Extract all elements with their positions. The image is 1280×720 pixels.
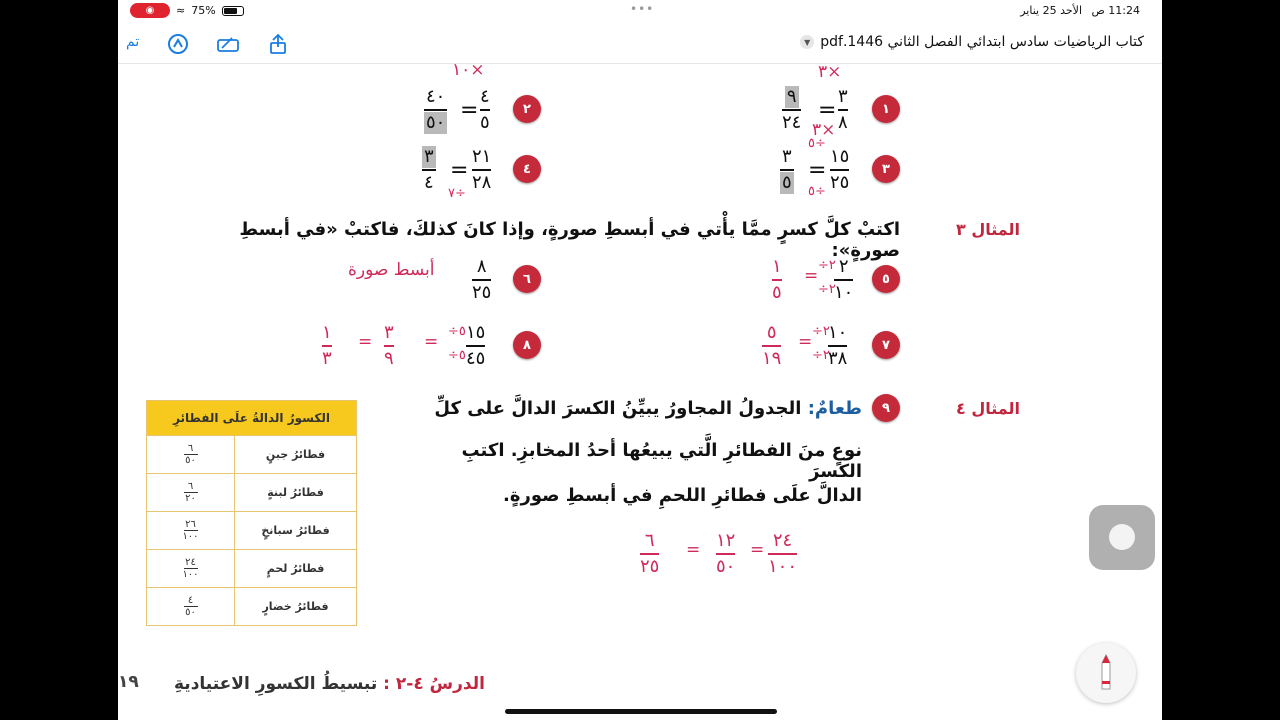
handwritten-equals: = — [358, 332, 373, 352]
assistive-touch-button[interactable] — [1089, 505, 1155, 570]
table-row — [147, 587, 356, 625]
chevron-down-icon[interactable]: ▼ — [800, 35, 814, 49]
table-row — [147, 473, 356, 511]
table-fraction: ٦ ٢٠ — [185, 481, 196, 504]
handwritten-note: ÷٢ — [818, 258, 836, 273]
handwritten-fraction: ١ ٣ — [322, 322, 332, 369]
pdf-page[interactable] — [118, 60, 1162, 720]
pastry-name: فطائرُ سبانخٍ — [234, 512, 356, 549]
handwritten-equals: = — [686, 540, 701, 560]
fraction: ٢ ١٠ — [834, 256, 854, 303]
markup-icon[interactable] — [166, 32, 190, 56]
table-fraction: ٢٦ ١٠٠ — [182, 519, 199, 542]
handwritten-note: ٥÷ — [808, 136, 826, 151]
handwritten-fraction: ٥ ١٩ — [762, 322, 782, 369]
handwritten-fraction: ١ ٥ — [772, 256, 782, 303]
page-footer — [174, 674, 485, 694]
handwritten-note: ÷٥ — [448, 324, 466, 339]
exercise-number: ٣ — [872, 155, 900, 183]
exercise-number: ٩ — [872, 394, 900, 422]
fraction: ١٥ ٢٥ — [830, 146, 850, 193]
fraction: ١٠ ٣٨ — [828, 322, 848, 369]
handwritten-note: ١٠× — [452, 60, 485, 80]
problem-line-1-text: الجدولُ المجاورُ يبيِّنُ الكسرَ الدالَّ على كلِّ — [434, 398, 802, 419]
toolbar — [118, 24, 1162, 64]
lesson-number: الدرسُ ٤-٢ : — [383, 674, 485, 694]
pencil-icon — [1098, 653, 1114, 693]
exercise-number: ٢ — [513, 95, 541, 123]
pastry-name: فطائرُ لحمٍ — [234, 550, 356, 587]
handwritten-equals: = — [798, 332, 813, 352]
battery-percent: 75% — [191, 4, 216, 17]
fraction: ١٥ ٤٥ — [466, 322, 486, 369]
document-title-text: كتاب الرياضيات سادس ابتدائي الفصل الثاني 1446.pdf — [820, 34, 1144, 50]
fraction: ٩ ٢٤ — [782, 86, 802, 133]
exercise-number: ٧ — [872, 331, 900, 359]
fraction: ٣ ٥ — [782, 146, 792, 193]
handwritten-fraction: ١٢ ٥٠ — [716, 530, 736, 577]
share-icon[interactable] — [266, 32, 290, 56]
table-fraction: ٢٤ ١٠٠ — [182, 557, 199, 580]
table-fraction: ٤ ٥٠ — [185, 595, 196, 618]
wifi-icon: ≈ — [176, 4, 186, 17]
handwritten-note: ٥÷ — [808, 184, 826, 199]
problem-keyword: طعامٌ: — [807, 398, 862, 419]
handwritten-equals: = — [424, 332, 439, 352]
equals-sign: = — [460, 98, 479, 123]
lesson-title: تبسيطُ الكسورِ الاعتياديةِ — [174, 674, 378, 694]
rec-indicator[interactable]: ◉ — [130, 3, 170, 18]
multitask-dots-icon[interactable]: ••• — [630, 2, 655, 16]
pastry-name: فطائرُ جبنٍ — [234, 436, 356, 473]
handwritten-note: ÷٥ — [448, 348, 466, 363]
document-title[interactable] — [800, 34, 1144, 50]
home-indicator[interactable] — [505, 709, 777, 714]
fraction: ٣ ٤ — [424, 146, 434, 193]
done-button[interactable]: تم — [126, 34, 140, 50]
equals-sign: = — [808, 158, 827, 183]
status-bar — [118, 0, 1162, 22]
exercise-number: ٨ — [513, 331, 541, 359]
handwritten-equals: = — [750, 540, 765, 560]
problem-line-2: نوعٍ منَ الفطائرِ الَّتي يبيعُها أحدُ المخابزِ. اكتبِ الكسرَ — [461, 440, 862, 482]
fraction: ٣ ٨ — [838, 86, 848, 133]
handwritten-note: ÷٢ — [812, 324, 830, 339]
exercise-number: ٤ — [513, 155, 541, 183]
equals-sign: = — [818, 98, 837, 123]
fraction: ٤٠ ٥٠ — [426, 86, 446, 133]
exercise-number: ٥ — [872, 265, 900, 293]
table-fraction: ٦ ٥٠ — [185, 443, 196, 466]
handwritten-note: ٣× — [812, 120, 836, 140]
handwritten-fraction: ٢٤ ١٠٠ — [768, 530, 798, 577]
table-title: الكسورُ الدالةُ علَى الفطائرِ — [147, 401, 356, 435]
handwritten-note: ÷٢ — [818, 282, 836, 297]
page-number: ١٩ — [118, 672, 139, 692]
handwritten-equals: = — [804, 266, 819, 286]
handwritten-fraction: ٣ ٩ — [384, 322, 394, 369]
pastry-name: فطائرُ لبنةٍ — [234, 474, 356, 511]
fraction: ٢١ ٢٨ — [472, 146, 492, 193]
pastry-name: فطائرُ خضارٍ — [234, 588, 356, 625]
exercise-number: ٦ — [513, 265, 541, 293]
pastries-table — [146, 400, 357, 626]
handwritten-note: ٣× — [818, 62, 842, 82]
pencil-tool-button[interactable] — [1076, 643, 1136, 703]
battery-icon — [222, 6, 244, 16]
example-label: المثال ٤ — [956, 399, 1020, 418]
handwritten-note: ٧÷ — [448, 186, 466, 201]
equals-sign: = — [450, 158, 469, 183]
handwritten-fraction: ٦ ٢٥ — [640, 530, 660, 577]
status-date: الأحد 25 يناير — [1020, 4, 1082, 17]
exercise-number: ١ — [872, 95, 900, 123]
table-row — [147, 435, 356, 473]
example-instruction: اكتبْ كلَّ كسرٍ ممَّا يأْتي في أبسطِ صورةٍ، وإذا كانَ كذلكَ، فاكتبْ «في أبسطِ صورةٍ»: — [239, 219, 900, 261]
example-label: المثال ٣ — [956, 220, 1020, 239]
pdf-viewer — [118, 0, 1162, 720]
status-time: 11:24 ص — [1091, 4, 1140, 17]
handwritten-note: ÷٢ — [812, 348, 830, 363]
table-row — [147, 511, 356, 549]
handwritten-note: أبسط صورة — [348, 260, 435, 280]
problem-line-1 — [422, 398, 862, 419]
fraction: ٤ ٥ — [480, 86, 490, 133]
fraction: ٨ ٢٥ — [472, 256, 492, 303]
problem-line-3: الدالَّ علَى فطائرِ اللحمِ في أبسطِ صورةٍ. — [503, 485, 862, 506]
table-row — [147, 549, 356, 587]
draw-tool-icon[interactable] — [216, 32, 240, 56]
